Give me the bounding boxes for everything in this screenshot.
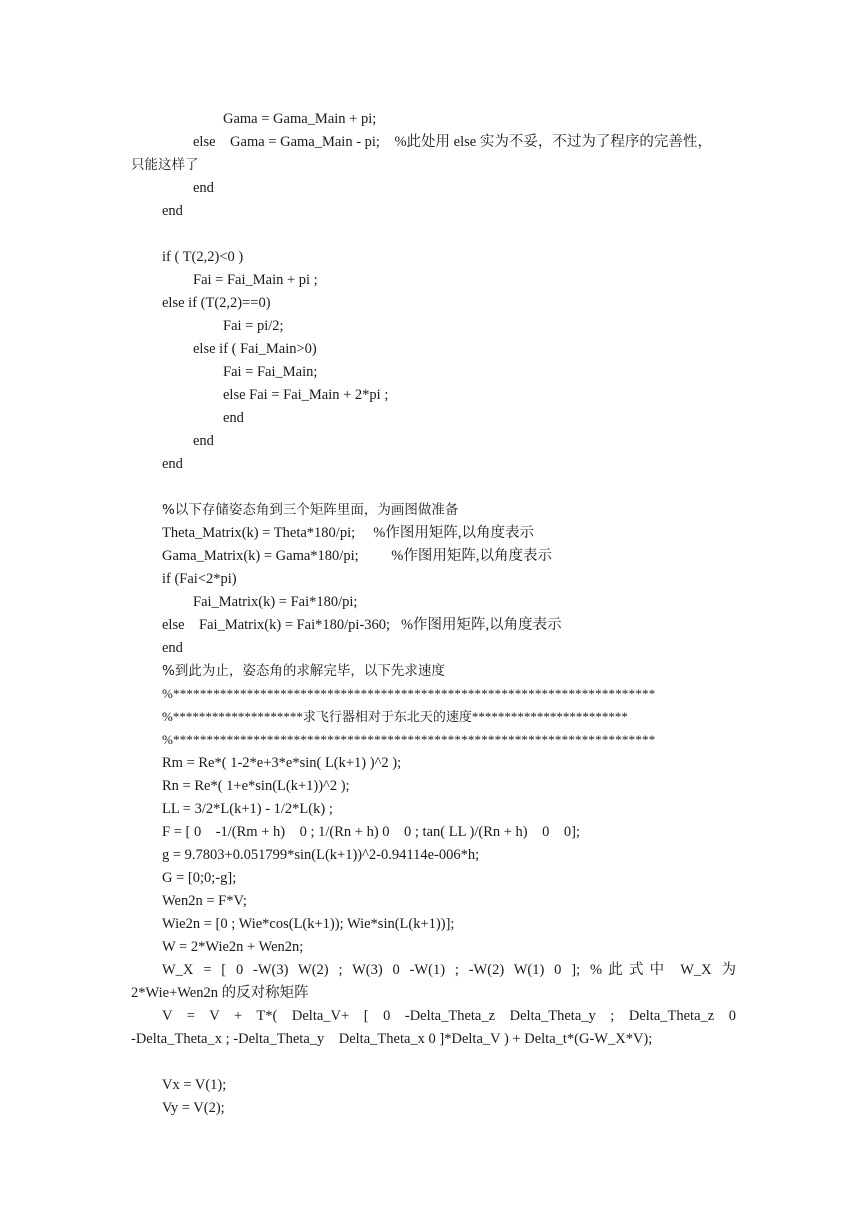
code-line: Wie2n = [0 ; Wie*cos(L(k+1)); Wie*sin(L(k+1))];	[162, 916, 455, 932]
code-line: Fai_Matrix(k) = Fai*180/pi;	[193, 594, 358, 610]
code-line: Fai = Fai_Main;	[223, 364, 318, 380]
code-line: Rm = Re*( 1-2*e+3*e*sin( L(k+1) )^2 );	[162, 755, 402, 771]
code-line: V = V + T*( Delta_V+ [ 0 -Delta_Theta_z Delta_Theta_y ; Delta_Theta_z 0	[162, 1008, 736, 1024]
code-line: g = 9.7803+0.051799*sin(L(k+1))^2-0.94114e-006*h;	[162, 847, 480, 863]
code-line: Wen2n = F*V;	[162, 893, 247, 909]
code-line: Vx = V(1);	[162, 1077, 227, 1093]
code-line: end	[223, 410, 244, 426]
code-line: if ( T(2,2)<0 )	[162, 249, 244, 265]
code-line: if (Fai<2*pi)	[162, 571, 237, 587]
code-line-with-comment: Theta_Matrix(k) = Theta*180/pi; %作图用矩阵,以角度表示	[162, 525, 534, 541]
code-line: Fai = pi/2;	[223, 318, 284, 334]
code-line: else if ( Fai_Main>0)	[193, 341, 317, 357]
comment-continuation: 只能这样了	[131, 157, 199, 173]
code-line: Gama = Gama_Main + pi;	[223, 111, 377, 127]
comment-line: %到此为止，姿态角的求解完毕，以下先求速度	[162, 663, 445, 679]
comment-heading: %********************求飞行器相对于东北天的速度************************	[162, 709, 628, 724]
code-line: end	[193, 433, 214, 449]
code-line-with-comment: Gama_Matrix(k) = Gama*180/pi; %作图用矩阵,以角度表示	[162, 548, 552, 564]
code-line: end	[162, 640, 183, 656]
code-line-continuation: -Delta_Theta_x ; -Delta_Theta_y Delta_Theta_x 0 ]*Delta_V ) + Delta_t*(G-W_X*V);	[131, 1031, 653, 1047]
code-line: W = 2*Wie2n + Wen2n;	[162, 939, 304, 955]
comment-continuation: 2*Wie+Wen2n 的反对称矩阵	[131, 985, 309, 1001]
code-line: G = [0;0;-g];	[162, 870, 237, 886]
code-line-with-comment: else Fai_Matrix(k) = Fai*180/pi-360; %作图用矩阵,以角度表示	[162, 617, 562, 633]
code-line-with-comment: W_X = [ 0 -W(3) W(2) ; W(3) 0 -W(1) ; -W(2) W(1) 0 ]; %此式中 W_X 为	[162, 962, 736, 978]
code-line: end	[193, 180, 214, 196]
code-line: end	[162, 456, 183, 472]
code-line: Fai = Fai_Main + pi ;	[193, 272, 318, 288]
code-line: else if (T(2,2)==0)	[162, 295, 271, 311]
code-line: LL = 3/2*L(k+1) - 1/2*L(k) ;	[162, 801, 333, 817]
code-line: Rn = Re*( 1+e*sin(L(k+1))^2 );	[162, 778, 350, 794]
code-line: F = [ 0 -1/(Rm + h) 0 ; 1/(Rn + h) 0 0 ; tan( LL )/(Rn + h) 0 0];	[162, 824, 580, 840]
code-line-with-comment: else Gama = Gama_Main - pi; %此处用 else 实为不妥，不过为了程序的完善性，	[193, 134, 712, 150]
code-line: else Fai = Fai_Main + 2*pi ;	[223, 387, 389, 403]
comment-separator: %************************************************************************	[162, 686, 656, 701]
code-line: end	[162, 203, 183, 219]
comment-separator: %************************************************************************	[162, 732, 656, 747]
comment-line: %以下存储姿态角到三个矩阵里面，为画图做准备	[162, 502, 459, 518]
code-line: Vy = V(2);	[162, 1100, 225, 1116]
